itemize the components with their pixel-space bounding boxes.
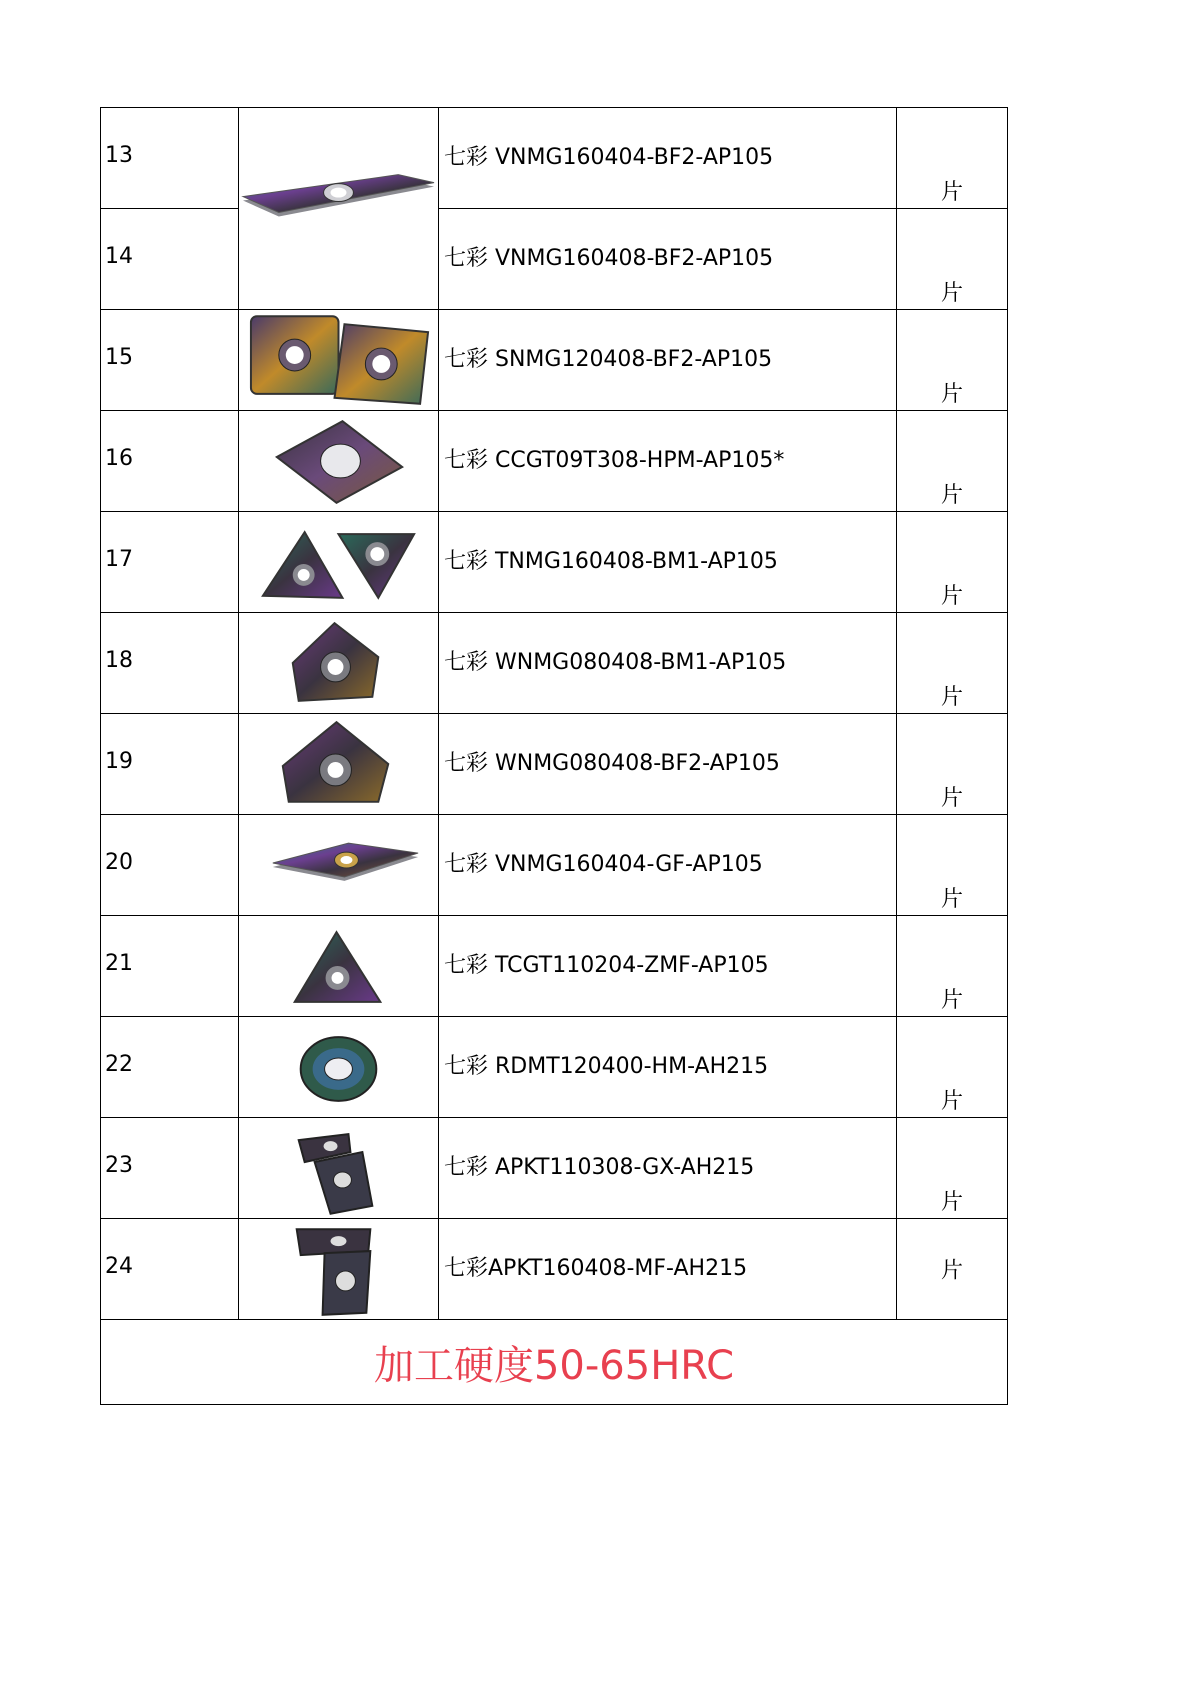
triangle-icon [239,916,438,1016]
unit-cell: 片 [897,815,1008,916]
row-number: 22 [101,1017,239,1118]
apkt-pair-icon [239,1219,438,1319]
model-cell: 七彩 VNMG160404-BF2-AP105 [439,108,897,209]
unit-cell: 片 [897,613,1008,714]
square-pair-icon [239,310,438,410]
unit-cell: 片 [897,411,1008,512]
trigon-icon [239,613,438,713]
unit-cell: 片 [897,1017,1008,1118]
insert-image-wnmg [239,714,439,815]
row-number: 21 [101,916,239,1017]
insert-image-tcgt [239,916,439,1017]
table-row [101,714,1008,815]
model-cell: 七彩 TNMG160408-BM1-AP105 [439,512,897,613]
rhombus-35-icon [239,108,438,309]
insert-image-snmg [239,310,439,411]
row-number: 13 [101,108,239,209]
model-cell: 七彩 TCGT110204-ZMF-AP105 [439,916,897,1017]
hardness-footer-row [101,1320,1008,1405]
row-number: 23 [101,1118,239,1219]
unit-cell: 片 [897,310,1008,411]
row-number: 24 [101,1219,239,1320]
insert-image-vnmg [239,815,439,916]
table-row [101,411,1008,512]
insert-image-apkt [239,1118,439,1219]
row-number: 20 [101,815,239,916]
unit-cell: 片 [897,1118,1008,1219]
table-row [101,209,1008,310]
insert-image-tnmg [239,512,439,613]
rhombus-80-icon [239,411,438,511]
row-number: 18 [101,613,239,714]
product-table [100,107,1008,1405]
table-row [101,108,1008,209]
row-number: 15 [101,310,239,411]
table-row [101,310,1008,411]
triangle-pair-icon [239,512,438,612]
round-icon [239,1017,438,1117]
model-cell: 七彩 WNMG080408-BM1-AP105 [439,613,897,714]
table-row [101,1118,1008,1219]
row-number: 17 [101,512,239,613]
trigon-icon [239,714,438,814]
unit-cell: 片 [897,108,1008,209]
model-cell: 七彩 CCGT09T308-HPM-AP105* [439,411,897,512]
unit-cell: 片 [897,512,1008,613]
model-cell: 七彩 RDMT120400-HM-AH215 [439,1017,897,1118]
table-row [101,613,1008,714]
insert-image-vnmg [239,108,439,310]
hardness-note: 加工硬度50-65HRC [101,1320,1008,1405]
row-number: 16 [101,411,239,512]
insert-image-ccgt [239,411,439,512]
table-row [101,512,1008,613]
row-number: 14 [101,209,239,310]
table-row [101,916,1008,1017]
model-cell: 七彩 APKT110308-GX-AH215 [439,1118,897,1219]
insert-image-wnmg [239,613,439,714]
unit-cell: 片 [897,714,1008,815]
model-cell: 七彩APKT160408-MF-AH215 [439,1219,897,1320]
rhombus-35-icon [239,815,438,915]
unit-cell: 片 [897,1219,1008,1320]
table-row [101,1219,1008,1320]
insert-image-rdmt [239,1017,439,1118]
model-cell: 七彩 WNMG080408-BF2-AP105 [439,714,897,815]
apkt-pair-icon [239,1118,438,1218]
model-cell: 七彩 VNMG160408-BF2-AP105 [439,209,897,310]
insert-image-apkt [239,1219,439,1320]
unit-cell: 片 [897,916,1008,1017]
row-number: 19 [101,714,239,815]
model-cell: 七彩 VNMG160404-GF-AP105 [439,815,897,916]
model-cell: 七彩 SNMG120408-BF2-AP105 [439,310,897,411]
unit-cell: 片 [897,209,1008,310]
table-row [101,1017,1008,1118]
table-row [101,815,1008,916]
